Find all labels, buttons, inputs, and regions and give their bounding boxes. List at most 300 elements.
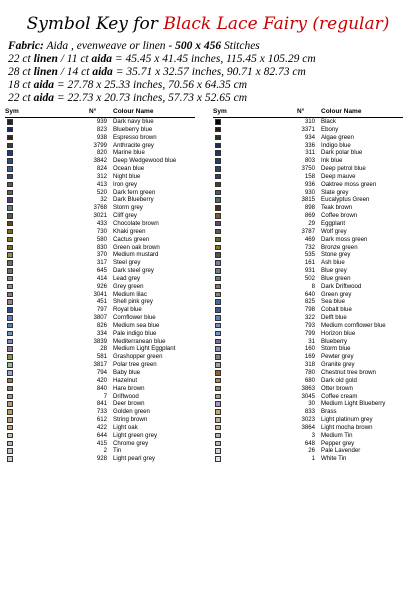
colour-swatch (7, 339, 13, 345)
colour-swatch (7, 284, 13, 290)
thread-number: 824 (96, 165, 107, 173)
colour-name: Medium Tin (321, 431, 353, 439)
thread-number: 3768 (93, 204, 107, 212)
key-row (5, 416, 195, 424)
colour-swatch (215, 252, 221, 258)
key-row (213, 322, 403, 330)
key-row (213, 204, 403, 212)
colour-swatch (215, 339, 221, 345)
colour-name: Coffee brown (321, 212, 358, 220)
colour-swatch (215, 323, 221, 329)
thread-number: 898 (304, 204, 315, 212)
colour-name: Bronze green (321, 243, 358, 251)
thread-number: 433 (96, 219, 107, 227)
colour-name: Coffee cream (321, 392, 358, 400)
thread-number: 317 (96, 259, 107, 267)
page-title (0, 14, 416, 34)
colour-name-header: Colour Name (321, 108, 362, 115)
colour-name: Ocean blue (113, 165, 145, 173)
colour-name: Chrome grey (113, 439, 149, 447)
key-row (213, 236, 403, 244)
thread-number: 312 (96, 172, 107, 180)
thread-number: 469 (304, 235, 315, 243)
colour-swatch (7, 386, 13, 392)
thread-number: 414 (96, 274, 107, 282)
key-row (5, 455, 195, 463)
colour-swatch (7, 221, 13, 227)
colour-swatch (7, 143, 13, 149)
key-row (213, 298, 403, 306)
colour-swatch (7, 174, 13, 180)
key-row (213, 377, 403, 385)
key-row (213, 393, 403, 401)
key-row (213, 244, 403, 252)
key-row (213, 432, 403, 440)
colour-swatch (215, 127, 221, 133)
colour-name: Shell pink grey (113, 298, 153, 306)
key-row (213, 455, 403, 463)
key-row (5, 236, 195, 244)
thread-number: 3839 (93, 337, 107, 345)
colour-swatch (7, 252, 13, 258)
thread-number: 820 (96, 149, 107, 157)
key-row (213, 251, 403, 259)
thread-number: 3817 (93, 361, 107, 369)
key-row (213, 267, 403, 275)
key-row (5, 228, 195, 236)
key-row (213, 291, 403, 299)
key-row (5, 361, 195, 369)
colour-name: Teak brown (321, 204, 353, 212)
key-row (5, 165, 195, 173)
colour-swatch (7, 315, 13, 321)
key-row (213, 361, 403, 369)
fabric-info (8, 40, 412, 105)
colour-swatch (215, 260, 221, 266)
colour-name: Cliff grey (113, 212, 137, 220)
thread-number: 502 (304, 274, 315, 282)
key-row (213, 275, 403, 283)
colour-name: Indigo blue (321, 141, 351, 149)
key-row (213, 165, 403, 173)
key-row (213, 353, 403, 361)
thread-number: 825 (304, 298, 315, 306)
key-row (5, 283, 195, 291)
thread-number: 3807 (93, 314, 107, 322)
colour-name: Blueberry (321, 337, 348, 345)
thread-number: 928 (96, 455, 107, 463)
thread-number: 26 (308, 447, 315, 455)
size-line-18ct-aida: 18 ct aida = 27.78 x 25.33 inches, 70.56 x 64.35 cm (8, 79, 248, 91)
colour-name: Deep petrol blue (321, 165, 366, 173)
key-row (213, 228, 403, 236)
colour-swatch (7, 229, 13, 235)
colour-swatch (7, 135, 13, 141)
key-row (5, 291, 195, 299)
key-row (5, 142, 195, 150)
key-row (213, 408, 403, 416)
colour-name: Blueberry blue (113, 125, 153, 133)
thread-number: 160 (304, 345, 315, 353)
thread-number: 644 (96, 431, 107, 439)
colour-name: Marine blue (113, 149, 145, 157)
key-row (213, 385, 403, 393)
key-row (213, 306, 403, 314)
colour-swatch (7, 433, 13, 439)
thread-number: 3 (311, 431, 315, 439)
colour-swatch (7, 417, 13, 423)
colour-name: Hazelnut (113, 376, 138, 384)
colour-name-header: Colour Name (113, 108, 154, 115)
symbol-key-left-column (5, 108, 195, 463)
colour-swatch (215, 456, 221, 462)
thread-number: 8 (311, 282, 315, 290)
colour-name: Mediterranean blue (113, 337, 166, 345)
thread-number: 415 (96, 439, 107, 447)
colour-name: String brown (113, 416, 148, 424)
colour-swatch (7, 331, 13, 337)
thread-number: 640 (304, 290, 315, 298)
colour-name: Storm grey (113, 204, 143, 212)
thread-number: 612 (96, 416, 107, 424)
thread-number: 841 (96, 400, 107, 408)
thread-number: 580 (96, 235, 107, 243)
key-row (213, 142, 403, 150)
colour-swatch (7, 190, 13, 196)
key-row (5, 244, 195, 252)
key-row (213, 126, 403, 134)
thread-number: 422 (96, 423, 107, 431)
colour-name: Pale Lavender (321, 447, 361, 455)
key-row (213, 314, 403, 322)
colour-name: Dark polar blue (321, 149, 363, 157)
key-row (5, 353, 195, 361)
key-row (5, 189, 195, 197)
colour-swatch (7, 362, 13, 368)
colour-swatch (7, 127, 13, 133)
colour-name: Driftwood (113, 392, 139, 400)
colour-swatch (215, 119, 221, 125)
thread-number: 797 (96, 306, 107, 314)
colour-name: Eucalyptus Green (321, 196, 370, 204)
colour-swatch (215, 245, 221, 251)
key-row (5, 157, 195, 165)
key-row (5, 408, 195, 416)
key-row (213, 181, 403, 189)
colour-swatch (215, 197, 221, 203)
colour-name: Pale indigo blue (113, 329, 157, 337)
colour-swatch (7, 276, 13, 282)
thread-number: 336 (304, 141, 315, 149)
thread-number: 938 (96, 133, 107, 141)
colour-swatch (215, 386, 221, 392)
colour-name: Hare brown (113, 384, 145, 392)
colour-swatch (7, 205, 13, 211)
thread-number: 3023 (301, 416, 315, 424)
key-row (5, 345, 195, 353)
key-row (5, 400, 195, 408)
fabric-line: Fabric: Aida , evenweave or linen - 500 x 456 Stitches (8, 40, 260, 52)
colour-name: Ink blue (321, 157, 343, 165)
colour-swatch (7, 307, 13, 313)
thread-number: 3045 (301, 392, 315, 400)
left-rows (5, 118, 195, 463)
thread-number: 30 (308, 400, 315, 408)
thread-number: 413 (96, 180, 107, 188)
colour-swatch (7, 323, 13, 329)
key-row (5, 322, 195, 330)
key-row (213, 220, 403, 228)
colour-name: Polar tree green (113, 361, 157, 369)
colour-name: Delft blue (321, 314, 347, 322)
key-row (213, 149, 403, 157)
colour-name: Lead grey (113, 274, 141, 282)
thread-number: 3842 (93, 157, 107, 165)
colour-swatch (7, 409, 13, 415)
colour-name: Blue grey (321, 267, 347, 275)
thread-number: 930 (304, 188, 315, 196)
colour-name: Khaki green (113, 227, 146, 235)
colour-name: Sea blue (321, 298, 346, 306)
colour-swatch (7, 268, 13, 274)
colour-name: Horizon blue (321, 329, 356, 337)
colour-swatch (215, 213, 221, 219)
colour-swatch (7, 299, 13, 305)
title-prefix: Symbol Key for (26, 14, 158, 34)
column-header (5, 108, 195, 118)
thread-number: 833 (304, 408, 315, 416)
key-row (5, 393, 195, 401)
thread-number: 732 (304, 243, 315, 251)
colour-name: Blue green (321, 274, 351, 282)
colour-name: Baby blue (113, 369, 141, 376)
key-row (213, 440, 403, 448)
colour-swatch (215, 401, 221, 407)
thread-number: 32 (100, 196, 107, 204)
thread-number: 799 (304, 329, 315, 337)
key-row (5, 424, 195, 432)
size-line-22ct-linen: 22 ct linen / 11 ct aida = 45.45 x 41.45 inches, 115.45 x 105.29 cm (8, 53, 316, 65)
colour-name: Chocolate brown (113, 219, 159, 227)
colour-name: Medium Light Eggplant (113, 345, 176, 353)
colour-swatch (215, 346, 221, 352)
key-row (5, 259, 195, 267)
colour-swatch (7, 166, 13, 172)
colour-name: Royal blue (113, 306, 142, 314)
thread-number: 934 (304, 133, 315, 141)
colour-swatch (215, 370, 221, 376)
colour-name: Medium sea blue (113, 321, 160, 329)
colour-swatch (215, 221, 221, 227)
column-header (213, 108, 403, 118)
colour-name: Dark moss green (321, 235, 368, 243)
colour-swatch (215, 150, 221, 156)
colour-swatch (215, 354, 221, 360)
key-row (213, 134, 403, 142)
colour-swatch (215, 292, 221, 298)
key-row (213, 196, 403, 204)
key-row (213, 330, 403, 338)
thread-number: 3371 (301, 125, 315, 133)
colour-swatch (7, 441, 13, 447)
colour-swatch (7, 425, 13, 431)
colour-swatch (7, 346, 13, 352)
colour-name: Cactus green (113, 235, 150, 243)
pattern-name: Black Lace Fairy (regular) (163, 14, 390, 34)
colour-swatch (215, 378, 221, 384)
thread-number: 1 (311, 455, 315, 463)
colour-swatch (7, 292, 13, 298)
key-row (213, 424, 403, 432)
thread-number: 370 (96, 251, 107, 259)
colour-swatch (215, 331, 221, 337)
key-row (5, 196, 195, 204)
sym-header: Sym (5, 108, 19, 115)
thread-number: 793 (304, 321, 315, 329)
thread-number: 840 (96, 384, 107, 392)
colour-name: Steel grey (113, 259, 141, 267)
key-row (5, 149, 195, 157)
key-row (213, 400, 403, 408)
thread-number: 169 (304, 353, 315, 361)
colour-name: Chestnut tree brown (321, 369, 376, 376)
key-row (5, 330, 195, 338)
key-row (213, 157, 403, 165)
thread-number: 451 (96, 298, 107, 306)
key-row (5, 267, 195, 275)
colour-name: Slate grey (321, 188, 349, 196)
colour-name: Grashopper green (113, 353, 163, 361)
thread-number: 3815 (301, 196, 315, 204)
thread-number: 420 (96, 376, 107, 384)
thread-number: 311 (305, 149, 315, 157)
colour-name: Pewter grey (321, 353, 354, 361)
colour-name: Wolf grey (321, 227, 347, 235)
colour-name: Dark old gold (321, 376, 357, 384)
colour-name: Light pearl grey (113, 455, 156, 463)
thread-number: 3041 (93, 290, 107, 298)
key-row (213, 283, 403, 291)
colour-name: Deep mauve (321, 172, 356, 180)
colour-swatch (215, 166, 221, 172)
colour-name: Deer brown (113, 400, 145, 408)
colour-swatch (215, 182, 221, 188)
colour-swatch (215, 135, 221, 141)
thread-number: 3787 (301, 227, 315, 235)
colour-swatch (7, 354, 13, 360)
key-row (213, 212, 403, 220)
colour-name: Eggplant (321, 219, 346, 227)
thread-number: 823 (96, 125, 107, 133)
key-row (213, 416, 403, 424)
colour-swatch (7, 448, 13, 454)
colour-name: Anthracite grey (113, 141, 154, 149)
key-row (213, 345, 403, 353)
colour-name: Black (321, 118, 336, 125)
thread-number: 680 (304, 376, 315, 384)
colour-swatch (215, 362, 221, 368)
thread-number: 581 (96, 353, 107, 361)
colour-name: Green grey (321, 290, 352, 298)
thread-number: 161 (304, 259, 315, 267)
thread-number: 733 (96, 408, 107, 416)
colour-name: Night blue (113, 172, 141, 180)
colour-name: Granite grey (321, 361, 355, 369)
thread-number: 28 (100, 345, 107, 353)
colour-name: Light oak (113, 423, 138, 431)
key-row (5, 204, 195, 212)
colour-swatch (215, 307, 221, 313)
sym-header: Sym (213, 108, 227, 115)
colour-name: Oaktree moss green (321, 180, 377, 188)
colour-name: Stone grey (321, 251, 351, 259)
colour-name: Dark fern green (113, 188, 156, 196)
key-row (5, 118, 195, 126)
colour-swatch (7, 394, 13, 400)
key-row (213, 369, 403, 377)
colour-swatch (7, 119, 13, 125)
key-row (5, 447, 195, 455)
key-row (5, 298, 195, 306)
key-row (213, 118, 403, 126)
colour-name: Cobalt blue (321, 306, 352, 314)
thread-number: 939 (96, 118, 107, 125)
key-row (5, 173, 195, 181)
key-row (5, 369, 195, 377)
colour-swatch (215, 268, 221, 274)
key-row (5, 212, 195, 220)
key-row (5, 251, 195, 259)
colour-swatch (215, 425, 221, 431)
key-row (5, 338, 195, 346)
colour-name: Medium cornflower blue (321, 321, 386, 329)
colour-swatch (7, 401, 13, 407)
number-header: N° (297, 108, 305, 115)
thread-number: 535 (304, 251, 315, 259)
colour-swatch (215, 174, 221, 180)
thread-number: 830 (96, 243, 107, 251)
colour-name: Dark Blueberry (113, 196, 154, 204)
thread-number: 3021 (93, 212, 107, 220)
thread-number: 7 (103, 392, 107, 400)
colour-name: Brass (321, 408, 337, 416)
thread-number: 730 (96, 227, 107, 235)
colour-swatch (215, 441, 221, 447)
colour-name: Grey green (113, 282, 144, 290)
key-row (5, 440, 195, 448)
thread-number: 826 (96, 321, 107, 329)
colour-name: Tin (113, 447, 122, 455)
colour-swatch (215, 276, 221, 282)
colour-swatch (215, 229, 221, 235)
colour-name: Dark Driftwood (321, 282, 362, 290)
colour-name: Medium mustard (113, 251, 159, 259)
colour-name: Espresso brown (113, 133, 157, 141)
colour-swatch (7, 456, 13, 462)
key-row (5, 134, 195, 142)
thread-number: 645 (96, 267, 107, 275)
colour-swatch (7, 237, 13, 243)
thread-number: 334 (96, 329, 107, 337)
colour-swatch (215, 284, 221, 290)
colour-name: Light green grey (113, 431, 158, 439)
colour-swatch (215, 190, 221, 196)
colour-name: Pepper grey (321, 439, 355, 447)
thread-number: 31 (308, 337, 315, 345)
colour-name: Golden green (113, 408, 150, 416)
key-row (5, 432, 195, 440)
key-row (5, 126, 195, 134)
